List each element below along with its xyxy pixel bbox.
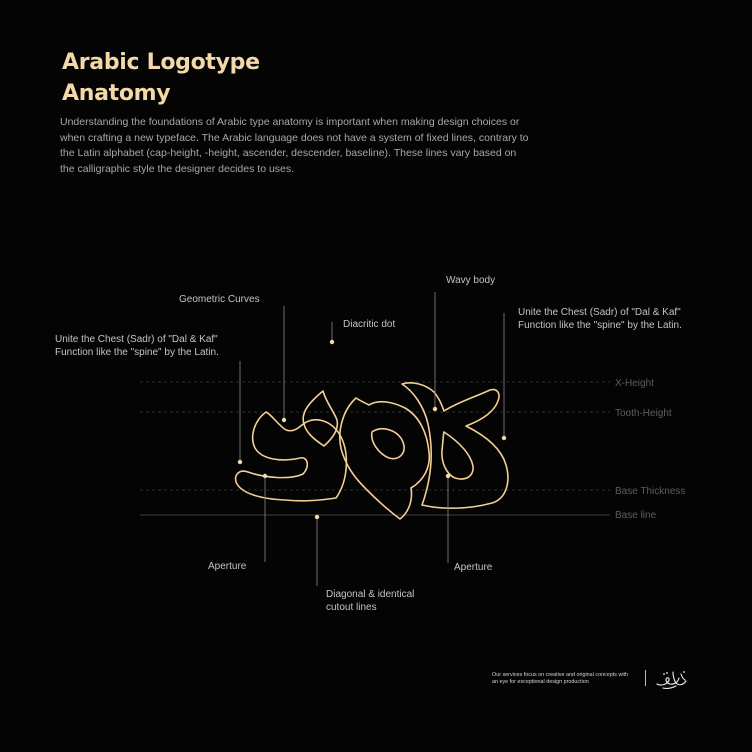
- chest-right-label: [518, 306, 682, 332]
- signature-logo-icon: [655, 668, 689, 690]
- chest-left-label: [55, 333, 219, 359]
- aperture-left-label: Aperture: [208, 561, 247, 572]
- base-line-label: Base line: [615, 510, 657, 521]
- base-thickness-label: Base Thickness: [615, 486, 686, 497]
- diagonal-cutout-label: [326, 588, 414, 614]
- diacritic-dot-label: Diacritic dot: [343, 319, 396, 330]
- chest-left-line-2: Function like the "spine" by the Latin.: [55, 347, 219, 358]
- diagonal-line-2: cutout lines: [326, 602, 377, 613]
- footer-line-2: an eye for exceptional design production: [492, 679, 589, 686]
- chest-right-line-2: Function like the "spine" by the Latin.: [518, 320, 682, 331]
- wavy-body-marker: [433, 407, 437, 411]
- chest-left-line-1: Unite the Chest (Sadr) of "Dal & Kaf": [55, 334, 218, 345]
- aperture-left-marker: [263, 474, 267, 478]
- diagonal-marker: [315, 515, 319, 519]
- title-line-1: Arabic Logotype: [62, 50, 260, 75]
- logotype-outline: [236, 383, 508, 519]
- footer-tagline: [492, 672, 628, 686]
- title-line-2: Anatomy: [62, 81, 171, 106]
- x-height-label: X-Height: [615, 378, 654, 389]
- footer-line-1: Our services focus on creative and original concepts with: [492, 672, 629, 678]
- intro-paragraph: Understanding the foundations of Arabic type anatomy is important when making design choices or when crafting a new typeface. The Arabic language does not have a system of fixed lines, contrary to the Latin alphabet (cap-height, -height, ascender, descender, baseline). These lines vary based on the calligraphic style the designer decides to uses.: [60, 116, 529, 175]
- chest-right-marker: [502, 436, 506, 440]
- geometric-curves-marker: [282, 418, 286, 422]
- chest-right-line-1: Unite the Chest (Sadr) of "Dal & Kaf": [518, 307, 681, 318]
- tooth-height-label: Tooth-Height: [615, 408, 672, 419]
- letter-kaf-outline: [402, 383, 508, 508]
- letter-dal-outline: [236, 412, 347, 501]
- diacritic-dot-outline: [303, 391, 337, 446]
- diacritic-dot-marker: [330, 340, 334, 344]
- aperture-right-marker: [446, 474, 450, 478]
- geometric-curves-label: Geometric Curves: [179, 294, 260, 305]
- chest-left-marker: [238, 460, 242, 464]
- aperture-right-label: Aperture: [454, 562, 493, 573]
- wavy-body-label: Wavy body: [446, 275, 496, 286]
- footer-divider: [645, 670, 646, 686]
- letter-ain-outline: [340, 398, 429, 519]
- diagonal-line-1: Diagonal & identical: [326, 589, 415, 600]
